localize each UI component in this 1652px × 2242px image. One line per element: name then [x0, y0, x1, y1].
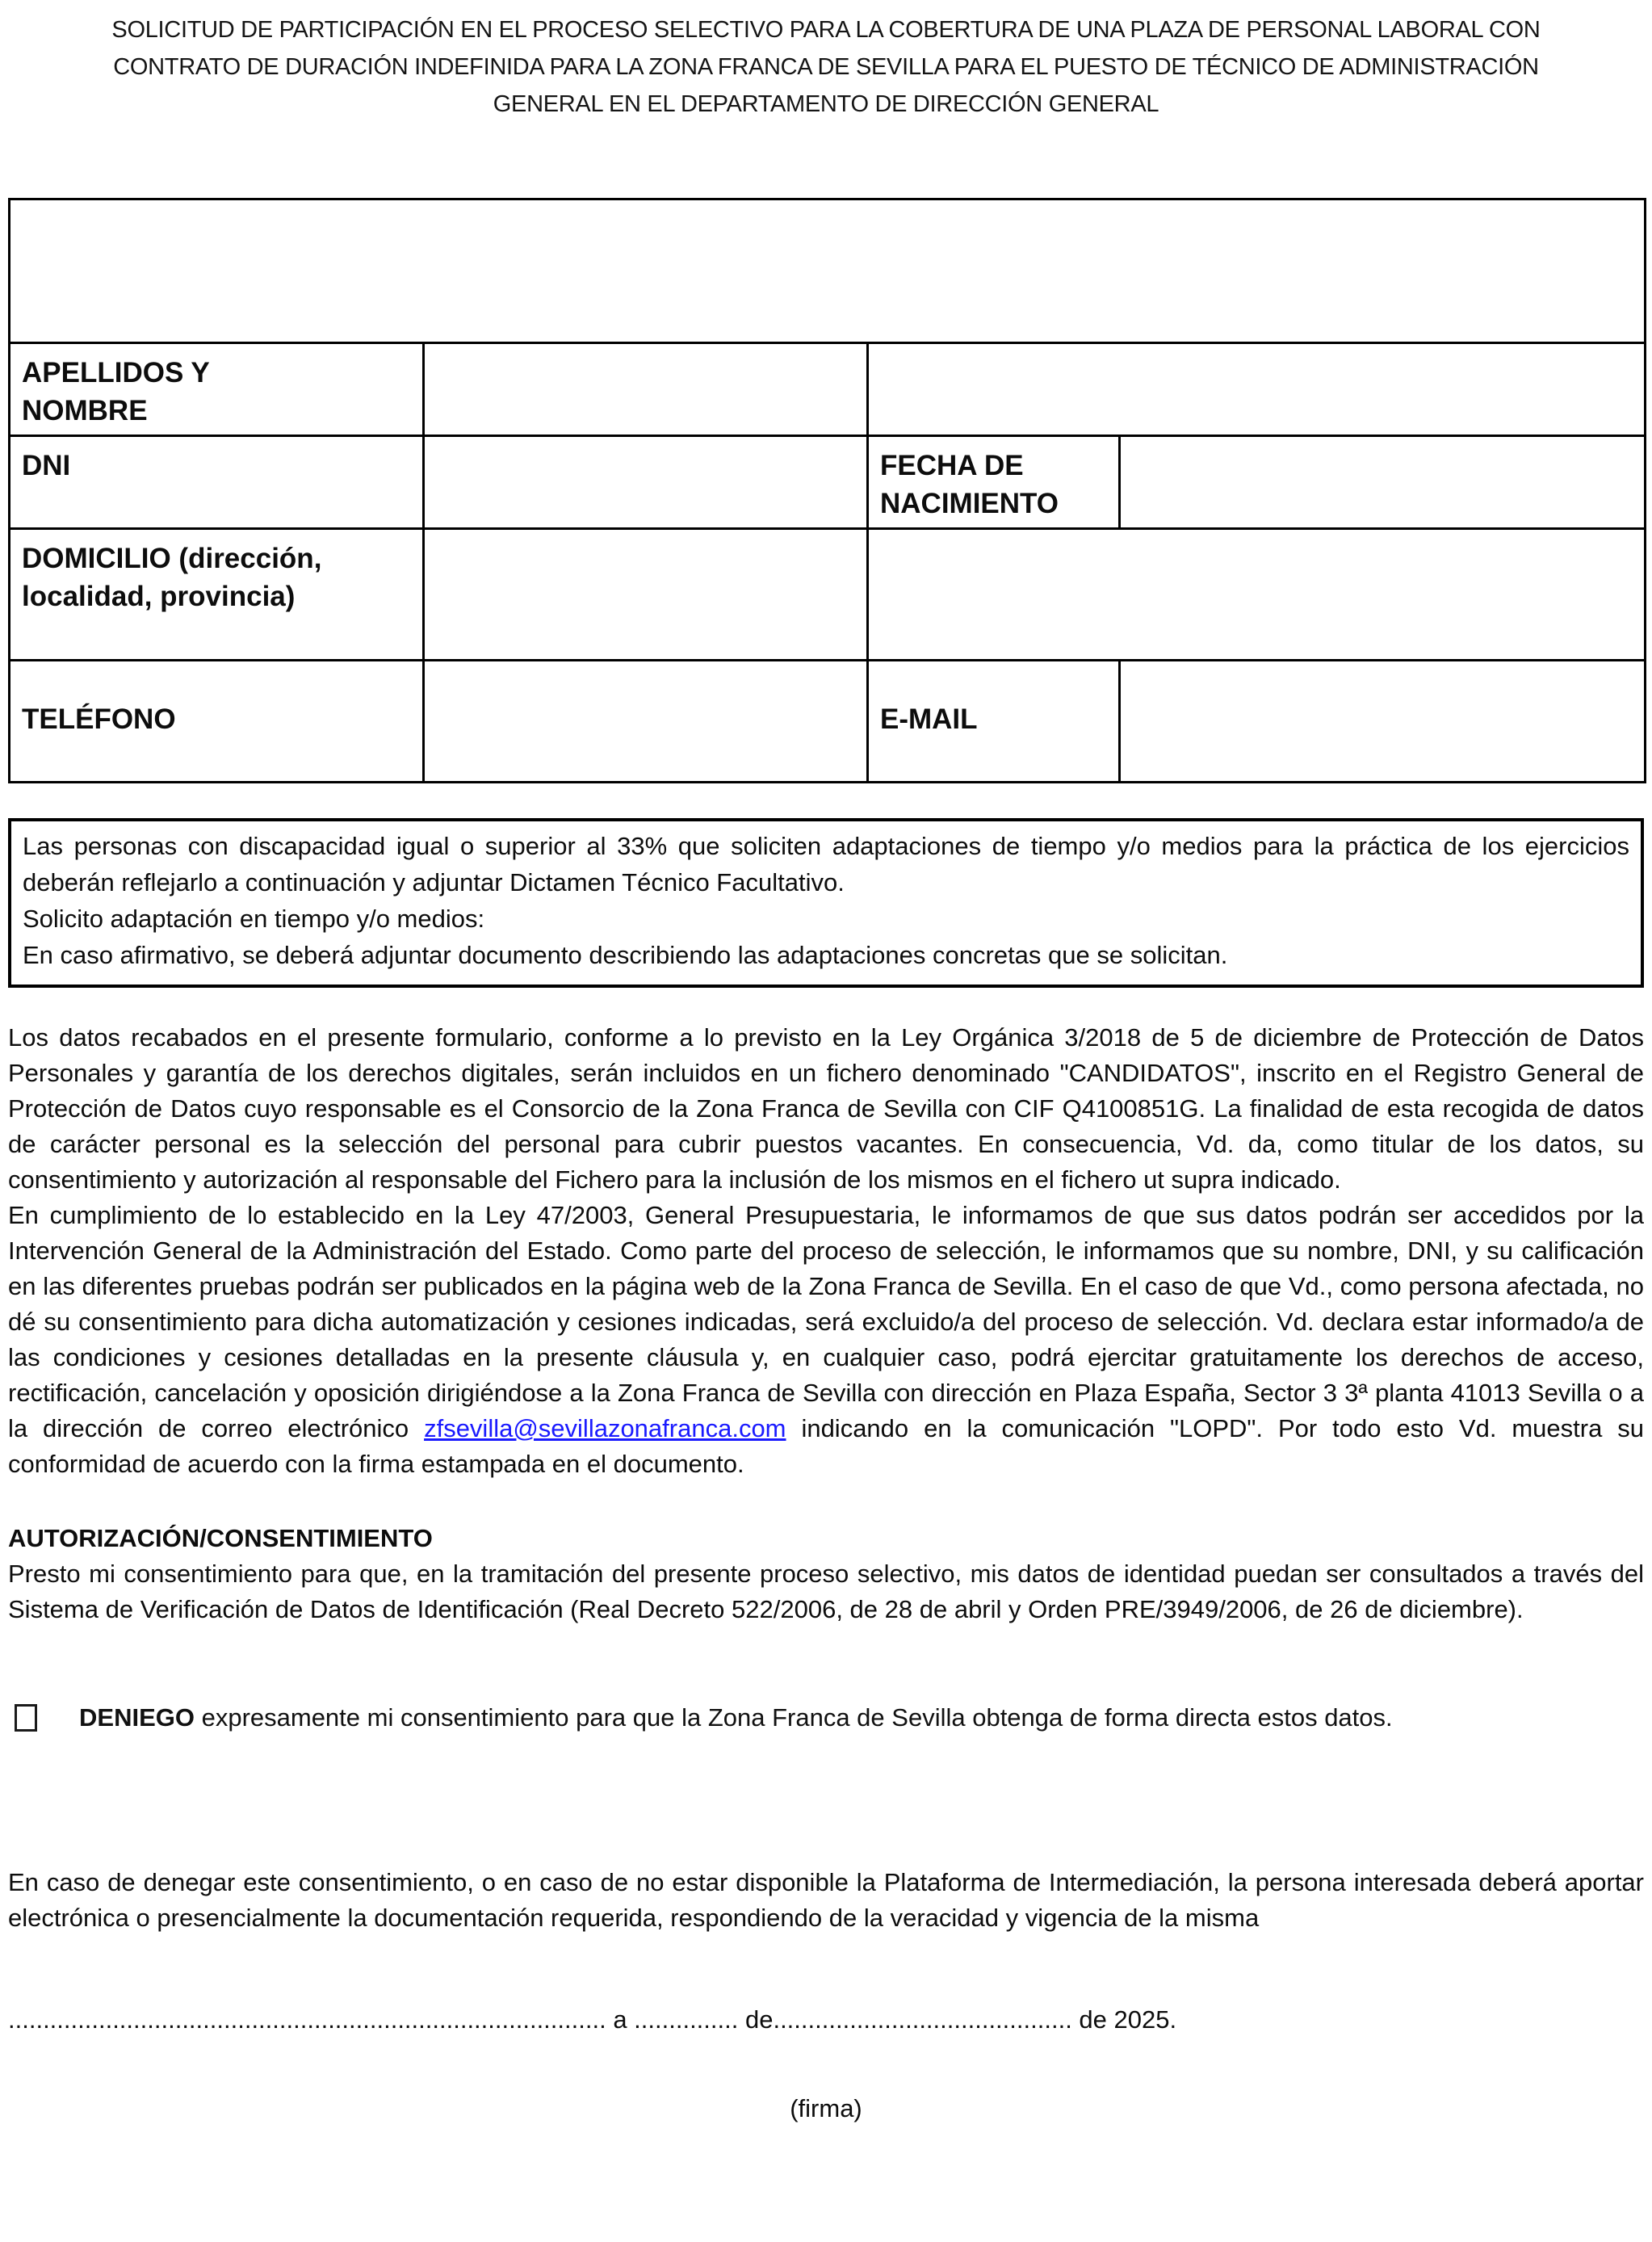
apellidos-input-cell-right[interactable] [868, 343, 1646, 436]
firma-label: (firma) [790, 2094, 862, 2122]
fecha-nacimiento-label [868, 436, 1120, 529]
date-signature-line: ...................................................................................... a ............... de........................................... de 2025. [8, 2005, 1177, 2034]
email-label: E-MAIL [868, 661, 1120, 783]
consent-paragraph: Presto mi consentimiento para que, en la tramitación del presente proceso selectivo, mis datos de identidad puedan ser consultados a través del Sistema de Verificación de Datos de Identificación (Real Decreto 522/2006, de 28 de abril y Orden PRE/3949/2006, de 26 de diciembre). [8, 1560, 1644, 1623]
denial-consequence-paragraph: En caso de denegar este consentimiento, o en caso de no estar disponible la Plataforma de Intermediación, la persona interesada deberá aportar electrónica o presencialmente la documentación requerida, respondiendo de la veracidad y vigencia de la misma [8, 1868, 1644, 1932]
adaptation-request-line: Solicito adaptación en tiempo y/o medios: [23, 905, 485, 933]
deniego-checkbox[interactable] [15, 1704, 37, 1732]
email-link[interactable]: zfsevilla@sevillazonafranca.com [424, 1414, 786, 1442]
title-line-2: CONTRATO DE DURACIÓN INDEFINIDA PARA LA ZONA FRANCA DE SEVILLA PARA EL PUESTO DE TÉCNICO DE ADMINISTRACIÓN [113, 54, 1539, 80]
deniego-row [8, 1700, 1644, 1736]
domicilio-label [10, 529, 424, 661]
deniego-statement [79, 1700, 1393, 1736]
deniego-keyword: DENIEGO [79, 1703, 195, 1732]
dni-input-cell[interactable] [424, 436, 868, 529]
apellidos-label-line-1: APELLIDOS Y [22, 357, 210, 388]
adaptation-intro-text: Las personas con discapacidad igual o superior al 33% que soliciten adaptaciones de tiempo y/o medios para la práctica de los ejercicios deberán reflejarlo a continuación y adjuntar Dictamen Técnico Facultativo. [23, 832, 1629, 896]
privacy-paragraph-2 [8, 1198, 1644, 1482]
fecha-label-line-1: FECHA DE [880, 450, 1024, 481]
title-line-3: GENERAL EN EL DEPARTAMENTO DE DIRECCIÓN GENERAL [493, 91, 1159, 117]
domicilio-label-line-2: localidad, provincia) [22, 581, 296, 612]
apellidos-nombre-label [10, 343, 424, 436]
fecha-nacimiento-input-cell[interactable] [1120, 436, 1646, 529]
privacy-paragraph-1: Los datos recabados en el presente formulario, conforme a lo previsto en la Ley Orgánica 3/2018 de 5 de diciembre de Protección de Datos Personales y garantía de los derechos digitales, serán incluidos en un fichero denominado "CANDIDATOS", inscrito en el Registro General de Protección de Datos cuyo responsable es el Consorcio de la Zona Franca de Sevilla con CIF Q4100851G. La finalidad de esta recogida de datos de carácter personal es la selección del personal para cubrir puestos vacantes. En consecuencia, Vd. da, como titular de los datos, su consentimiento y autorización al responsable del Fichero para la inclusión de los mismos en el fichero ut supra indicado. [8, 1023, 1644, 1194]
personal-data-table [8, 198, 1646, 783]
adaptation-note-line: En caso afirmativo, se deberá adjuntar documento describiendo las adaptaciones concretas que se solicitan. [23, 941, 1228, 969]
apellidos-label-line-2: NOMBRE [22, 395, 148, 426]
telefono-label: TELÉFONO [10, 661, 424, 783]
fecha-label-line-2: NACIMIENTO [880, 488, 1059, 519]
title-line-1: SOLICITUD DE PARTICIPACIÓN EN EL PROCESO SELECTIVO PARA LA COBERTURA DE UNA PLAZA DE PERSONAL LABORAL CON [111, 17, 1541, 43]
telefono-input-cell[interactable] [424, 661, 868, 783]
domicilio-label-line-1: DOMICILIO (dirección, [22, 543, 322, 574]
domicilio-input-cell-right[interactable] [868, 529, 1646, 661]
dni-label: DNI [10, 436, 424, 529]
disability-adaptation-box [8, 818, 1644, 988]
privacy-paragraph-2-text: En cumplimiento de lo establecido en la Ley 47/2003, General Presupuestaria, le informamos de que sus datos podrán ser accedidos por la Intervención General de la Administración del Estado. Como parte del proceso de selección, le informamos que su nombre, DNI, y su calificación en las diferentes pruebas podrán ser publicados en la página web de la Zona Franca de Sevilla. En el caso de que Vd., como persona afectada, no dé su consentimiento para dicha automatización y cesiones indicadas, será excluido/a del proceso de selección. Vd. declara estar informado/a de las condiciones y cesiones detalladas en la presente cláusula y, en cualquier caso, podrá ejercitar gratuitamente los derechos de acceso, rectificación, cancelación y oposición dirigiéndose a la Zona Franca de Sevilla con dirección en Plaza España, Sector 3 3ª planta 41013 Sevilla o a la dirección de correo electrónico [8, 1201, 1644, 1442]
email-input-cell[interactable] [1120, 661, 1646, 783]
authorization-heading: AUTORIZACIÓN/CONSENTIMIENTO [8, 1524, 433, 1552]
datos-personales-header: DATOS PERSONALES [10, 199, 1646, 343]
domicilio-input-cell[interactable] [424, 529, 868, 661]
privacy-paragraph-2-text-after: indicando en la comunicación "LOPD". Por todo esto Vd. muestra su conformidad de acuerdo con la firma estampada en el documento. [8, 1414, 1644, 1478]
deniego-statement-rest: expresamente mi consentimiento para que la Zona Franca de Sevilla obtenga de forma directa estos datos. [194, 1703, 1393, 1732]
document-title [8, 11, 1644, 123]
apellidos-input-cell[interactable] [424, 343, 868, 436]
